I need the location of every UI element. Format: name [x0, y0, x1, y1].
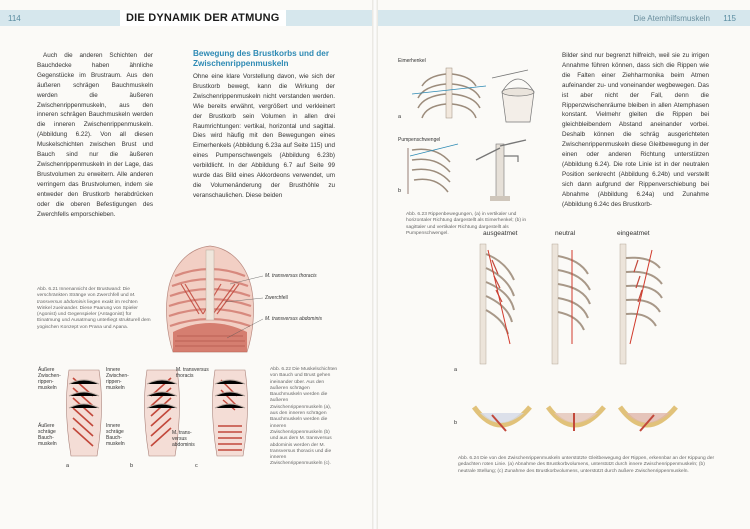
ribcage-neutral-icon	[552, 244, 590, 364]
right-header	[378, 10, 750, 26]
rib-segment-exhaled-icon	[474, 407, 530, 431]
bucket-icon	[492, 70, 534, 122]
label-transversus-thoracis-c: M. transversus thoracis	[176, 367, 209, 379]
fig-6-21-caption: Abb. 6.21 Innenansicht der Brustwand: Die verschränkten Stränge von Zwerchfell und M. transversus abdominis liegen exakt im rechten Winkel zueinander. Diese Paarung von Spieler (Agonist) und Gegenspieler (Antagonist) für Einatmung und Ausatmung unterliegt strukturell dem yogischen Konzept von Prana und Apana.	[37, 287, 151, 330]
label-eimerhenkel: Eimerhenkel	[398, 58, 426, 64]
chapter-title: DIE DYNAMIK DER ATMUNG	[120, 10, 286, 26]
fig-6-23-bucket-pump-illustration	[406, 64, 546, 204]
ribcage-exhaled-icon	[480, 244, 514, 364]
ribcage-side-icon	[408, 144, 458, 194]
paragraph-2: Ohne eine klare Vorstellung davon, wie sich der Brustkorb bewegt, kann die Wirkung der Zwischenrippenmuskeln nicht verstanden werden. Wie bereits erwähnt, vergrößert und verkleinert der Brustkorb sein Volumen in allen drei Raumrichtungen: vertikal, horizontal und sagittal. Dies wird häufig mit den Bewegungen eines Eimerhenkels (Abbildung 6.23a auf Seite 115) und eines Pumpenschwengels (Abbildung 6.23b) verbildlicht. In der Abbildung 6.7 auf Seite 99 wurde das Bild eines Akkordeons verwendet, um die Volumenänderung der Brusthöhle zu veranschaulichen. Diese beiden	[193, 73, 335, 199]
heading-ausgeatmet: ausgeatmet	[483, 230, 518, 237]
label-transversus-abdominis-c: M. trans-versus abdominis	[172, 430, 195, 448]
label-aeussere-zwischenrippenmuskeln: Äußere Zwischen-rippen-muskeln	[38, 367, 61, 391]
rib-segment-neutral-icon	[548, 407, 604, 431]
fig-6-23-letter-a: a	[398, 114, 402, 120]
ribcage-inhaled-icon	[620, 244, 662, 364]
fig-6-22-torso-c	[213, 370, 248, 456]
fig-6-22-caption: Abb. 6.22 Die Muskelschichten von Bauch und Brust gehen ineinander über. Aus den äußeren schrägen Bauchmuskeln werden die äußeren Zwischenrippenmuskeln (a), aus den inneren schrägen Bauchmuskeln werden die inneren Zwischenrippenmuskeln (b) und aus dem M. transversus abdominis werden der M. transversus thoracis und die inneren Zwischenrippenmuskeln (c).	[270, 367, 338, 467]
fig-6-23-letter-b: b	[398, 188, 402, 194]
heading-eingeatmet: eingeatmet	[617, 230, 650, 237]
label-innere-schraege-bauchmuskeln: Innere schräge Bauch-muskeln	[106, 423, 125, 447]
label-zwerchfell: Zwerchfell	[265, 295, 288, 301]
left-page	[0, 0, 372, 529]
paragraph-1: Auch die anderen Schichten der Bauchdecke haben ähnliche Gegenstücke im Brustraum. Aus den äußeren schrägen Bauchmuskeln werden die äußeren Zwischenrippenmuskeln, aus den inneren schrägen Bauchmuskeln werden die inneren Zwischenrippenmuskeln. (Abbildung 6.22). Von all diesen Muskelschichten zwischen Brust und Bauch sind nur die äußeren Zwischenrippenmuskeln in der Lage, das Brustvolumen zu erweitern. Alle anderen verringern das Brustvolumen, indem sie entweder den Brustkorb herabdrücken oder die oberen Befestigungen des Zwerchfells emporschieben.	[37, 52, 153, 218]
label-innere-zwischenrippenmuskeln: Innere Zwischen-rippen-muskeln	[106, 367, 129, 391]
label-pumpenschwengel: Pumpenschwengel	[398, 137, 441, 143]
fig-6-24-letter-b: b	[454, 420, 458, 426]
section-heading: Bewegung des Brustkorbs und der Zwischenrippenmuskeln	[193, 49, 330, 68]
right-page	[378, 0, 750, 529]
left-header	[0, 10, 372, 26]
heading-neutral: neutral	[555, 230, 576, 237]
middle-column-text	[193, 72, 335, 201]
fig-6-24-rib-segments-illustration	[470, 393, 680, 443]
left-page-number: 114	[8, 13, 21, 23]
label-transversus-abdominis: M. transversus abdominis	[265, 316, 322, 322]
water-pump-icon	[476, 140, 526, 201]
label-transversus-thoracis: M. transversus thoracis	[265, 273, 317, 279]
ribcage-front-icon	[412, 68, 486, 118]
fig-6-22-torso-a	[67, 370, 102, 456]
fig-6-24-caption: Abb. 6.24 Die von den Zwischenrippenmuskeln unterstützte Gleitbewegung der Rippen, erkennbar an der Kippung der gedachten roten Linie. (a) Abnahme des Brustkorbvolumens, unterstützt durch innere Zwischenrippenmuskeln; (b) neutrale Stellung; (c) Zunahme des Brustkorbvolumens, unterstützt durch äußere Zwischenrippenmuskeln.	[458, 456, 715, 474]
fig-6-22-muscle-layers-illustration	[63, 366, 269, 462]
fig-6-22-letter-a: a	[66, 463, 70, 469]
right-page-number: 115	[723, 13, 736, 23]
fig-6-22-letter-c: c	[195, 463, 198, 469]
right-column-text	[562, 51, 709, 210]
fig-6-23-caption: Abb. 6.23 Rippenbewegungen, (a) in vertikaler und horizontaler Richtung dargestellt als Eimerhenkel; (b) in sagittaler und vertikaler Richtung dargestellt als Pumpenschwengel.	[406, 212, 527, 236]
left-column-text	[37, 51, 153, 219]
section-title: Die Atemhilfsmuskeln	[633, 13, 710, 23]
fig-6-21-chest-wall-illustration	[155, 240, 265, 360]
rib-segment-inhaled-icon	[620, 407, 676, 431]
fig-6-24-ribcage-comparison-illustration	[472, 240, 676, 372]
label-aeussere-schraege-bauchmuskeln: Äußere schräge Bauch-muskeln	[38, 423, 57, 447]
fig-6-24-letter-a: a	[454, 367, 458, 373]
fig-6-22-letter-b: b	[130, 463, 134, 469]
paragraph-3: Bilder sind nur begrenzt hilfreich, weil sie zu irrigen Annahme führen können, dass sich die Rippen wie die Falten einer Ziehharmonika beim Atmen aufeinander zu- und voneinander wegbewegen. Das ist aber nicht der Fall, denn die Rippenzwischenräume bleiben in allen Atemphasen konstant. Vielmehr gleiten die Rippen bei gleichbleibendem Abstand aneinander vorbei. Deshalb können die schräg ausgerichteten Zwischenrippenmuskeln diese Gleitbewegung in der einen oder anderen Richtung unterstützen (Abbildung 6.24). Die rote Linie ist in der neutralen Position senkrecht (Abbildung 6.24b) und verstellt sich dann aufgrund der Rippenverschiebung bei Abnahme (Abbildung 6.24a) und Zunahme (Abbildung 6.24c des Brustkorb-	[562, 52, 709, 208]
